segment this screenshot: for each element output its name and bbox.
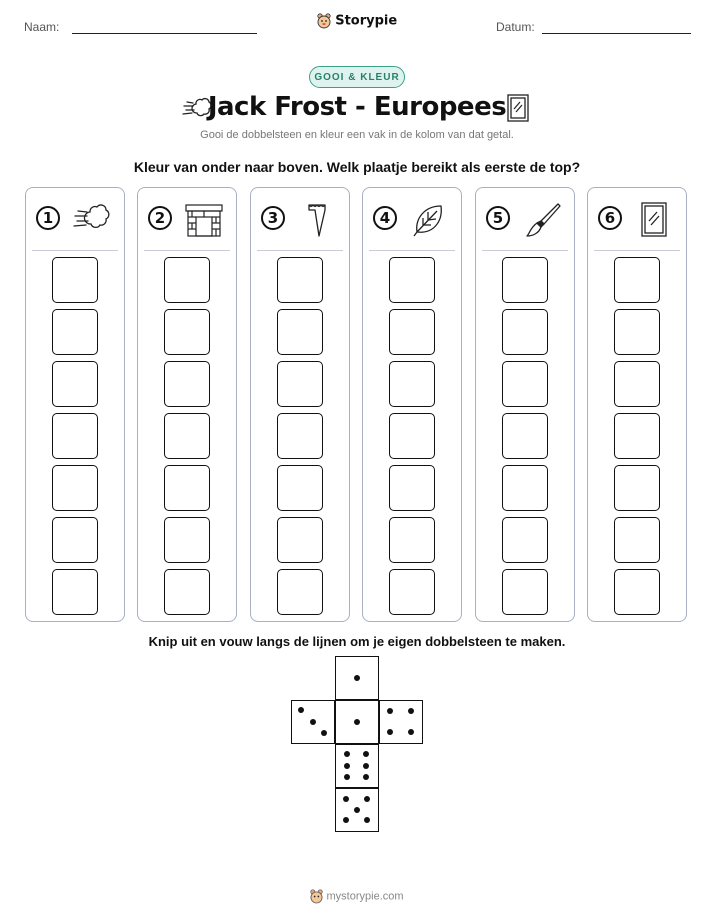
die-pip [387, 729, 393, 735]
color-box[interactable] [502, 361, 548, 407]
color-box[interactable] [277, 465, 323, 511]
date-line [542, 33, 691, 34]
column-header [373, 202, 451, 238]
die-pip [363, 751, 369, 757]
die-pip [387, 708, 393, 714]
color-box[interactable] [277, 361, 323, 407]
die-pip [344, 774, 350, 780]
fireplace-icon [184, 202, 224, 238]
color-box[interactable] [502, 569, 548, 615]
instruction-text: Kleur van onder naar boven. Welk plaatje bereikt als eerste de top? [133, 159, 581, 175]
column-number: 2 [148, 206, 172, 230]
color-box[interactable] [164, 517, 210, 563]
die-pip [354, 675, 360, 681]
color-box[interactable] [52, 517, 98, 563]
color-box[interactable] [614, 569, 660, 615]
color-box[interactable] [389, 309, 435, 355]
color-box[interactable] [52, 309, 98, 355]
icicle-icon [297, 202, 337, 238]
brand-logo [0, 12, 714, 30]
column-2 [137, 187, 237, 622]
die-pip [343, 817, 349, 823]
color-box[interactable] [614, 517, 660, 563]
column-number: 3 [261, 206, 285, 230]
color-box[interactable] [614, 257, 660, 303]
activity-badge: GOOI & KLEUR [309, 66, 405, 88]
die-instruction: Knip uit en vouw langs de lijnen om je eigen dobbelsteen te maken. [148, 634, 566, 649]
color-box[interactable] [502, 257, 548, 303]
column-divider [594, 250, 680, 251]
color-box[interactable] [164, 569, 210, 615]
color-box[interactable] [164, 465, 210, 511]
color-box[interactable] [277, 569, 323, 615]
color-box[interactable] [277, 413, 323, 459]
color-box[interactable] [389, 257, 435, 303]
column-number: 6 [598, 206, 622, 230]
die-face-5 [335, 788, 379, 832]
die-pip [363, 763, 369, 769]
column-divider [144, 250, 230, 251]
color-box[interactable] [164, 361, 210, 407]
color-box[interactable] [164, 309, 210, 355]
color-box[interactable] [277, 517, 323, 563]
color-box[interactable] [389, 413, 435, 459]
page-subtitle: Gooi de dobbelsteen en kleur een vak in de kolom van dat getal. [200, 129, 514, 141]
die-face-6 [335, 744, 379, 788]
name-label: Naam: [24, 20, 60, 34]
column-header [598, 202, 676, 238]
color-box[interactable] [389, 361, 435, 407]
column-number: 5 [486, 206, 510, 230]
color-box[interactable] [502, 413, 548, 459]
die-face-4 [379, 700, 423, 744]
color-box[interactable] [389, 517, 435, 563]
die-pip [363, 774, 369, 780]
column-divider [369, 250, 455, 251]
column-number: 4 [373, 206, 397, 230]
color-box[interactable] [164, 413, 210, 459]
color-box[interactable] [614, 309, 660, 355]
footer [0, 889, 714, 904]
column-3 [250, 187, 350, 622]
column-5 [475, 187, 575, 622]
column-header [148, 202, 226, 238]
date-label: Datum: [496, 20, 535, 34]
die-pip [343, 796, 349, 802]
die-pip [408, 729, 414, 735]
color-box[interactable] [164, 257, 210, 303]
die-pip [310, 719, 316, 725]
brand-name: Storypie [335, 13, 398, 29]
color-box[interactable] [52, 257, 98, 303]
color-box[interactable] [52, 569, 98, 615]
die-pip [321, 730, 327, 736]
color-box[interactable] [277, 309, 323, 355]
page-title: Jack Frost - Europees [207, 92, 507, 122]
leaf-icon [409, 202, 449, 238]
color-box[interactable] [52, 465, 98, 511]
die-face-3 [291, 700, 335, 744]
window-icon [507, 94, 529, 122]
die-pip [354, 719, 360, 725]
die-pip [344, 763, 350, 769]
column-divider [482, 250, 568, 251]
color-box[interactable] [389, 465, 435, 511]
paintbrush-icon [522, 202, 562, 238]
pie-mascot-icon [317, 13, 331, 29]
column-header [36, 202, 114, 238]
color-box[interactable] [502, 309, 548, 355]
color-box[interactable] [389, 569, 435, 615]
name-line [72, 33, 257, 34]
color-box[interactable] [502, 465, 548, 511]
column-divider [32, 250, 118, 251]
die-face-1 [335, 656, 379, 700]
column-divider [257, 250, 343, 251]
die-pip [298, 707, 304, 713]
wind-gust-icon [72, 202, 112, 238]
die-face-1 [335, 700, 379, 744]
die-pip [344, 751, 350, 757]
column-4 [362, 187, 462, 622]
die-pip [354, 807, 360, 813]
column-6 [587, 187, 687, 622]
color-box[interactable] [614, 413, 660, 459]
column-1 [25, 187, 125, 622]
color-box[interactable] [277, 257, 323, 303]
die-pip [364, 796, 370, 802]
color-box[interactable] [614, 361, 660, 407]
color-box[interactable] [614, 465, 660, 511]
column-number: 1 [36, 206, 60, 230]
column-header [486, 202, 564, 238]
column-header [261, 202, 339, 238]
color-box[interactable] [52, 361, 98, 407]
die-pip [364, 817, 370, 823]
footer-url: mystorypie.com [326, 890, 404, 903]
die-pip [408, 708, 414, 714]
pie-mascot-icon [310, 889, 323, 904]
window-icon [634, 202, 674, 238]
color-box[interactable] [52, 413, 98, 459]
color-box[interactable] [502, 517, 548, 563]
